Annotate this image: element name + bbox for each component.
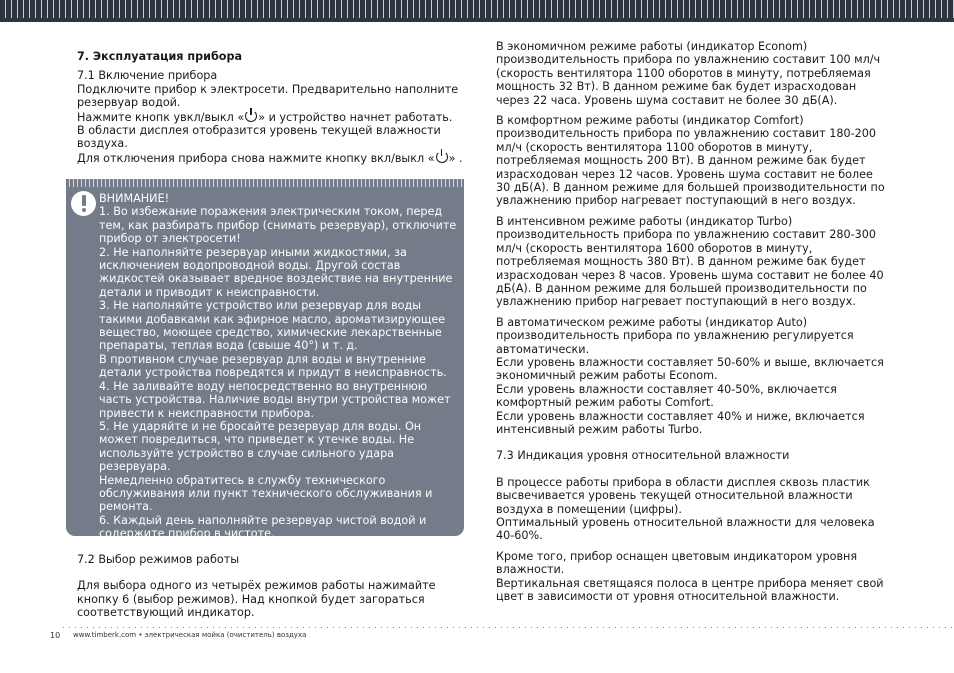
paragraph-turbo: В интенсивном режиме работы (индикатор Turbo) производительность прибора по увлажнению составит 280-300 мл/ч (скорость вентилятора 1600 оборотов в минуту, потребляемая мощность 380 Вт). В данном режиме бак будет израсходован через 8 часов. Уровень шума составит не более 40 дБ(А). В данном режиме для большей производительности по увлажнению прибор нагревает поступающий в него воздух. bbox=[496, 214, 884, 309]
paragraph-comfort: В комфортном режиме работы (индикатор Comfort) производительность прибора по увлажнению составит 180-200 мл/ч (скорость вентилятора 1100 оборотов в минуту, потребляемая мощность 200 Вт). В данном режиме бак будет израсходован через 12 часов. Уровень шума составит не более 30 дБ(А). В данном режиме для большей производительности по увлажнению прибор нагревает поступающий в него воздух. bbox=[496, 114, 885, 208]
text-off-after: » . bbox=[448, 151, 463, 165]
subsection-7-3-title: 7.3 Индикация уровня относительной влажности bbox=[496, 449, 790, 463]
right-column bbox=[496, 40, 888, 603]
warning-box bbox=[66, 179, 464, 541]
text-press-after: » и устройство начнет работать. bbox=[258, 110, 453, 124]
top-bar bbox=[0, 0, 954, 22]
paragraph-switch-off bbox=[77, 151, 467, 165]
paragraph-humidity-strip: Вертикальная светящаяся полоса в центре прибора меняет свой цвет в зависимости от уровня относительной влажности. bbox=[496, 576, 884, 604]
top-bar-stripes bbox=[0, 0, 954, 18]
paragraph-humidity-indicator: Кроме того, прибор оснащен цветовым индикатором уровня влажности. bbox=[496, 549, 858, 577]
page-number: 10 bbox=[50, 631, 61, 640]
paragraph-auto: В автоматическом режиме работы (индикатор Auto) производительность прибора по увлажнению регулируется автоматически. bbox=[496, 315, 854, 356]
text-off-before: Для отключения прибора снова нажмите кнопку вкл/выкл « bbox=[77, 151, 435, 165]
warning-item: 5. Не ударяйте и не бросайте резервуар для воды. Он может повредиться, что приведет к утечке воды. Не используйте устройство в случае сильного удара резервуара. bbox=[99, 419, 422, 474]
paragraph-press-power bbox=[77, 110, 467, 124]
warning-stripes bbox=[66, 179, 464, 187]
exclamation-icon bbox=[71, 191, 96, 216]
subsection-7-1-title: 7.1 Включение прибора bbox=[77, 69, 218, 83]
paragraph-display: В области дисплея отобразится уровень текущей влажности воздуха. bbox=[77, 124, 441, 151]
warning-item: 1. Во избежание поражения электрическим током, перед тем, как разбирать прибор (снимать резервуар), отключите прибор от электросети! bbox=[99, 205, 457, 246]
warning-item: 3. Не наполняйте устройство или резервуар для воды такими добавками как эфирное масло, ароматизирующее вещество, моющее средство, химические лекарственные препараты, теплая вода (свыше 40°) и т. д. bbox=[99, 299, 446, 353]
paragraph-auto-econom: Если уровень влажности составляет 50-60% и выше, включается экономичный режим работы Econom. bbox=[496, 355, 884, 383]
paragraph-econom: В экономичном режиме работы (индикатор Econom) производительность прибора по увлажнению составит 100 мл/ч (скорость вентилятора 1100 оборотов в минуту, потребляемая мощность 32 Вт). В данном режиме бак будет израсходован через 22 часа. Уровень шума составит не более 30 дБ(А). bbox=[496, 40, 881, 107]
paragraph-modes: Для выбора одного из четырёх режимов работы нажимайте кнопку 6 (выбор режимов). Над кнопкой будет загораться соответствующий индикатор. bbox=[77, 579, 436, 620]
warning-item: 6. Каждый день наполняйте резервуар чистой водой и содержите прибор в чистоте. bbox=[99, 513, 427, 541]
subsection-7-2-title: 7.2 Выбор режимов работы bbox=[77, 553, 240, 566]
power-icon bbox=[245, 110, 257, 122]
modes-section bbox=[77, 553, 467, 620]
warning-item: 4. Не заливайте воду непосредственно во внутреннюю часть устройства. Наличие воды внутри устройства может привести к неисправности прибора. bbox=[99, 379, 451, 420]
warning-item: В противном случае резервуар для воды и внутренние детали устройства повредятся и придут в неисправность. bbox=[99, 352, 447, 380]
paragraph-humidity-optimal: Оптимальный уровень относительной влажности для человека 40-60%. bbox=[496, 516, 875, 543]
warning-title: ВНИМАНИЕ! bbox=[99, 192, 170, 205]
paragraph-auto-turbo: Если уровень влажности составляет 40% и ниже, включается интенсивный режим работы Turbo. bbox=[496, 409, 865, 436]
text-press-before: Нажмите кнопк увкл/выкл « bbox=[77, 110, 245, 124]
left-column bbox=[77, 40, 467, 165]
footer-dotted-line bbox=[63, 627, 954, 628]
warning-text bbox=[99, 192, 459, 541]
paragraph-humidity-display: В процессе работы прибора в области дисплея сквозь пластик высвечивается уровень текущей относительной влажности воздуха в помещении (цифры). bbox=[496, 475, 870, 516]
power-icon bbox=[436, 151, 448, 163]
section-title: 7. Эксплуатация прибора bbox=[77, 50, 243, 63]
warning-item: 2. Не наполняйте резервуар иными жидкостями, за исключением водопроводной воды. Другой состав жидкостей оказывает вредное воздействие на внутренние детали и приводит к неисправности. bbox=[99, 245, 453, 299]
footer-text: www.timberk.com • электрическая мойка (очиститель) воздуха bbox=[73, 631, 307, 639]
warning-item: Немедленно обратитесь в службу технического обслуживания или пункт технического обслуживания и ремонта. bbox=[99, 473, 433, 514]
paragraph-connect: Подключите прибор к электросети. Предварительно наполните резервуар водой. bbox=[77, 82, 459, 110]
paragraph-auto-comfort: Если уровень влажности составляет 40-50%, включается комфортный режим работы Comfort. bbox=[496, 382, 837, 410]
